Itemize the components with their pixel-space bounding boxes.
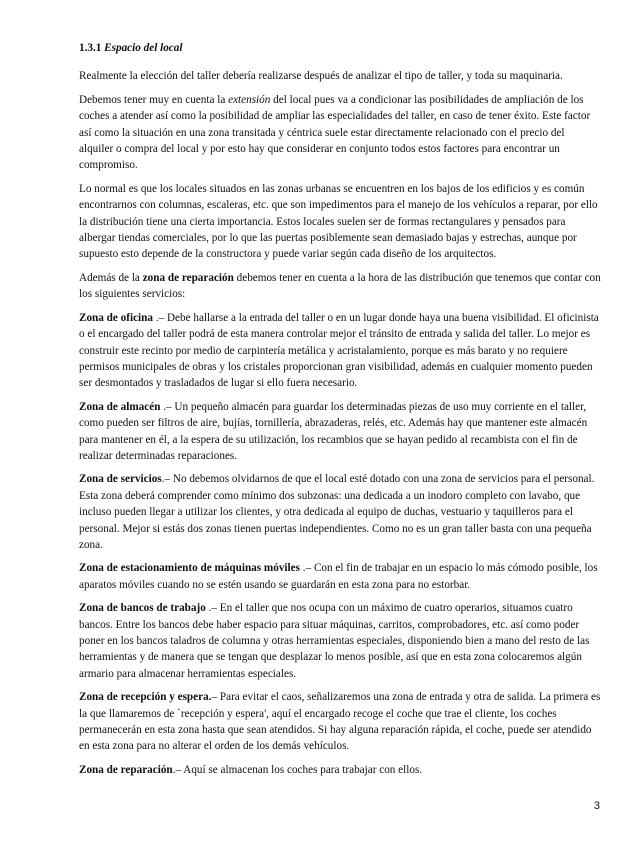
bold-text: zona de reparación: [142, 271, 234, 284]
paragraph-extension: [79, 92, 601, 174]
paragraph-intro: [79, 68, 601, 84]
zone-text: En el taller que nos ocupa con un máximo de cuatro operarios, situamos cuatro bancos. Entre los bancos debe haber espacio para situar máquinas, carritos, comprobadores, etc. así como poder poner en los bancos taladros de columna y otras herramientas especiales, disponiendo bien a mano del resto de las herramientas y de manera que se tengan que desplazar lo menos posible, así que en esta zona colocaremos algún armario para almacenar herramientas especiales.: [79, 602, 590, 680]
zone-text: Con el fin de trabajar en un espacio lo más cómodo posible, los aparatos móviles cuando no se estén usando se guardarán en esta zona para no estorbar.: [79, 562, 598, 591]
zone-label: Zona de estacionamiento de máquinas móviles: [79, 562, 300, 575]
zone-text: Aquí se almacenan los coches para trabajar con ellos.: [183, 763, 423, 776]
paragraph-text: del local pues va a condicionar las posibilidades de ampliación de los coches a atender así como la posibilidad de ampliar las especialidades del taller, en caso de tener éxito. Este factor así como la situación en una zona transitada y céntrica suele estar directamente relacionado con el precio del alquiler o compra del local y por esto hay que considerar en conjunto todos estos factores para encontrar un compromiso.: [79, 93, 591, 172]
zone-separator: .–: [172, 763, 184, 776]
zone-paragraph-oficina: [79, 310, 601, 392]
zone-paragraph-reparacion: [79, 762, 601, 778]
paragraph-services-intro: [79, 270, 601, 303]
zone-separator: .–: [205, 602, 220, 615]
section-title: Espacio del local: [104, 42, 183, 54]
zone-label: Zona de recepción y espera.: [79, 691, 212, 704]
emphasis-text: extensión: [228, 93, 271, 106]
zone-separator: –: [211, 691, 220, 704]
zone-separator: .–: [161, 473, 173, 486]
zone-text: Un pequeño almacén para guardar los determinadas piezas de uso muy corriente en el taller, como pueden ser filtros de aire, bujías, tornillería, abrazaderas, relés, etc. Además hay que mantener este almacén para mantener en él, a la espera de su utilización, los recambios que se hayan pedido al recambista con el fin de realizar determinadas reparaciones.: [79, 400, 588, 462]
paragraph-text: Lo normal es que los locales situados en las zonas urbanas se encuentren en los bajos de los edificios y es común encontrarnos con columnas, escaleras, etc. que son impedimentos para el manejo de los vehículos a reparar, por ello la distribución tiene una cierta importancia. Estos locales suelen ser de formas rectangulares y pensados para albergar tiendas comerciales, por lo que las puertas posiblemente sean demasiado bajas y estrechas, aunque por supuesto esto depende de la constructora y puede variar según cada diseño de los arquitectos.: [79, 182, 598, 261]
zone-label: Zona de servicios: [79, 473, 162, 486]
zone-separator: .–: [152, 311, 167, 324]
paragraph-text: Debemos tener muy en cuenta la: [79, 93, 229, 106]
zone-text: No debemos olvidarnos de que el local esté dotado con una zona de servicios para el personal. Esta zona deberá comprender como mínimo dos subzonas: una dedicada a un inodoro completo con lavabo, que incluso pueden llegar a utilizar los clientes, y otra dedicada al equipo de duchas, vestuario y taquilleros para el personal. Mejor si estás dos zonas tienen puertas independientes. Como no es un gran taller basta con una pequeña zona.: [79, 473, 595, 551]
paragraph-text: debemos tener en cuenta a la hora de las distribución que tenemos que contar con los siguientes servicios:: [79, 271, 601, 301]
zone-label: Zona de bancos de trabajo: [79, 602, 206, 615]
zone-separator: .–: [299, 562, 314, 575]
zone-label: Zona de almacén: [79, 400, 161, 413]
zone-paragraph-recepcion: [79, 689, 601, 755]
paragraph-text: Además de la: [79, 271, 143, 284]
section-heading: [79, 40, 601, 56]
zone-separator: .–: [160, 400, 175, 413]
zone-text: Debe hallarse a la entrada del taller o en un lugar donde haya una buena visibilidad. El oficinista o el encargado del taller podrá de esta manera controlar mejor el tránsito de entrada y salida del taller. Lo mejor es construir este recinto por medio de carpintería metálica y acristalamiento, porque es más barato y no requiere permisos municipales de obras y los cristales proporcionan gran visibilidad, además en cualquier momento pueden ser desmontados y trasladados de lugar si ello fuera necesario.: [79, 311, 599, 390]
paragraph-text: Realmente la elección del taller debería realizarse después de analizar el tipo de taller, y toda su maquinaria.: [79, 70, 563, 83]
page-number: 3: [593, 800, 600, 812]
section-number: 1.3.1: [79, 42, 102, 54]
zone-paragraph-bancos: [79, 600, 601, 682]
zone-label: Zona de reparación: [79, 763, 173, 776]
zone-label: Zona de oficina: [79, 311, 153, 324]
zone-text: Para evitar el caos, señalizaremos una zona de entrada y otra de salida. La primera es la que llamaremos de `recepción y espera', aquí el encargado recoge el coche que trae el cliente, los coches permanecerán en esta zona hasta que sean atendidos. Si hay alguna reparación rápida, el coche, puede ser atendido en esta zona para no alterar el orden de los demás vehículos.: [79, 691, 601, 753]
zone-paragraph-estacionamiento: [79, 560, 601, 593]
zone-paragraph-servicios: [79, 471, 601, 553]
zone-paragraph-almacen: [79, 399, 601, 465]
paragraph-locales: [79, 181, 601, 263]
document-page: [79, 40, 601, 785]
